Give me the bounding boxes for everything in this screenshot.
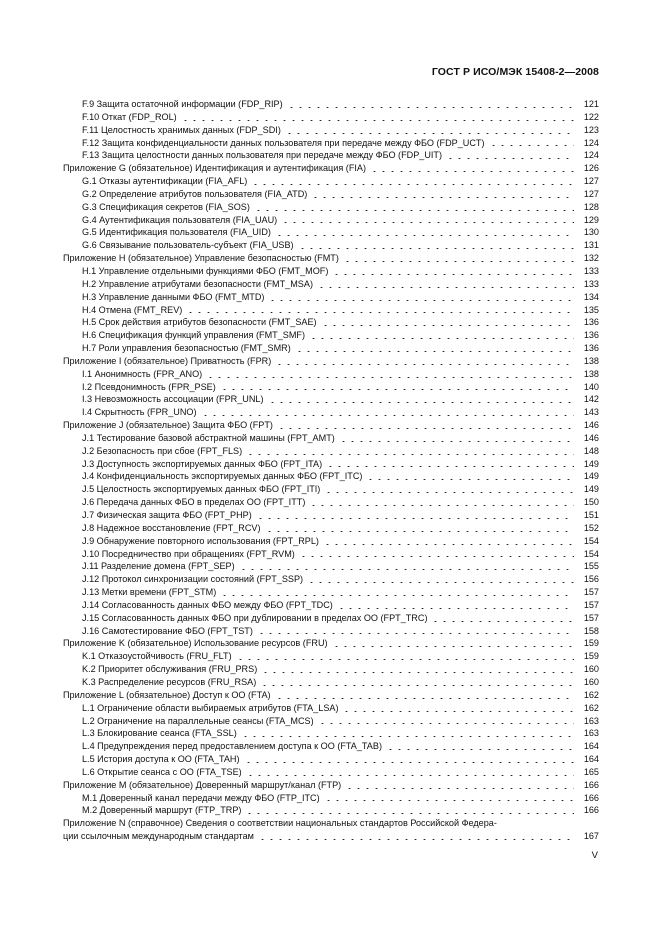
dot-leader bbox=[326, 466, 574, 467]
toc-entry-page: 149 bbox=[583, 471, 599, 482]
toc-entry-page: 164 bbox=[583, 741, 599, 752]
dot-leader bbox=[295, 351, 574, 352]
toc-entry-page: 157 bbox=[583, 599, 599, 610]
toc-entry[interactable] bbox=[63, 201, 599, 214]
dot-leader bbox=[332, 646, 574, 647]
toc-entry-title: J.14 Согласованность данных ФБО между ФБО (FPT_TDC) bbox=[82, 599, 333, 610]
toc-entry[interactable] bbox=[63, 715, 599, 728]
dot-leader bbox=[181, 120, 574, 121]
toc-entry-title: M.1 Доверенный канал передачи между ФБО (FTP_ITC) bbox=[82, 792, 320, 803]
toc-appendix-entry[interactable] bbox=[63, 252, 599, 265]
dot-leader bbox=[324, 492, 574, 493]
toc-entry-page: 133 bbox=[583, 265, 599, 276]
toc-entry-title: J.7 Физическая защита ФБО (FPT_PHP) bbox=[82, 510, 252, 520]
toc-entry[interactable] bbox=[63, 560, 599, 573]
dot-leader bbox=[254, 210, 574, 211]
toc-entry[interactable] bbox=[63, 792, 599, 805]
dot-leader bbox=[241, 736, 574, 737]
dot-leader bbox=[268, 402, 574, 403]
toc-entry-title: K.1 Отказоустойчивость (FRU_FLT) bbox=[82, 651, 232, 662]
dot-leader bbox=[239, 569, 574, 570]
toc-entry-title: L.6 Открытие сеанса с ОО (FTA_TSE) bbox=[82, 766, 242, 777]
toc-entry-page: 146 bbox=[583, 432, 599, 443]
toc-entry-page: 146 bbox=[583, 420, 599, 431]
dot-leader bbox=[281, 222, 574, 223]
toc-entry-title: J.13 Метки времени (FPT_STM) bbox=[82, 587, 217, 598]
toc-entry-title: L.1 Ограничение области выбираемых атрибутов (FTA_LSA) bbox=[82, 702, 339, 713]
toc-entry-title: J.4 Конфиденциальность экспортируемых данных ФБО (FPT_ITC) bbox=[82, 471, 363, 482]
dot-leader bbox=[307, 582, 574, 583]
toc-entry[interactable] bbox=[63, 522, 599, 535]
toc-entry-page: 122 bbox=[583, 111, 599, 122]
toc-entry-title: J.11 Разделение домена (FPT_SEP) bbox=[82, 561, 235, 572]
toc-entry-page: 159 bbox=[583, 638, 599, 649]
table-of-contents bbox=[63, 98, 599, 843]
dot-leader bbox=[446, 158, 574, 159]
toc-entry[interactable] bbox=[63, 214, 599, 227]
toc-entry-page: 160 bbox=[583, 676, 599, 687]
dot-leader bbox=[318, 723, 574, 724]
toc-entry-page: 154 bbox=[583, 548, 599, 559]
toc-entry-title: L.4 Предупреждения перед предоставлением доступа к ОО (FTA_TAB) bbox=[82, 741, 382, 752]
toc-entry-page: 166 bbox=[583, 779, 599, 790]
dot-leader bbox=[201, 415, 574, 416]
dot-leader bbox=[366, 479, 574, 480]
toc-entry-page: 133 bbox=[583, 278, 599, 289]
toc-entry-page: 136 bbox=[583, 317, 599, 328]
toc-entry[interactable] bbox=[63, 483, 599, 496]
toc-entry-title: H.2 Управление атрибутами безопасности (FMT_MSA) bbox=[82, 278, 313, 289]
toc-entry[interactable] bbox=[63, 98, 599, 111]
toc-entry[interactable] bbox=[63, 496, 599, 509]
toc-entry-title: Приложение N (справочное) Сведения о соответствии национальных стандартов Российской Федера- bbox=[63, 818, 497, 829]
toc-appendix-entry[interactable] bbox=[63, 162, 599, 175]
dot-leader bbox=[489, 145, 574, 146]
toc-entry-title: H.5 Срок действия атрибутов безопасности (FMT_SAE) bbox=[82, 317, 317, 328]
toc-entry[interactable] bbox=[63, 650, 599, 663]
dot-leader bbox=[317, 287, 574, 288]
toc-entry-page: 154 bbox=[583, 535, 599, 546]
toc-entry-page: 166 bbox=[583, 805, 599, 816]
toc-entry-title: L.5 История доступа к ОО (FTA_TAH) bbox=[82, 754, 240, 765]
dot-leader bbox=[244, 762, 575, 763]
toc-entry-title: J.16 Самотестирование ФБО (FPT_TST) bbox=[82, 625, 253, 636]
toc-entry-title: I.1 Анонимность (FPR_ANO) bbox=[82, 368, 203, 379]
dot-leader bbox=[285, 133, 574, 134]
toc-entry-page: 163 bbox=[583, 715, 599, 726]
toc-entry[interactable] bbox=[63, 226, 599, 239]
toc-entry-page: 136 bbox=[583, 343, 599, 354]
toc-entry[interactable] bbox=[63, 766, 599, 779]
toc-entry-page: 157 bbox=[583, 587, 599, 598]
toc-entry[interactable] bbox=[63, 599, 599, 612]
toc-entry-page: 130 bbox=[583, 227, 599, 238]
toc-entry-title: F.13 Защита целостности данных пользователя при передаче между ФБО (FDP_UIT) bbox=[82, 150, 443, 161]
toc-appendix-entry[interactable] bbox=[63, 817, 599, 843]
dot-leader bbox=[220, 595, 574, 596]
toc-appendix-entry[interactable] bbox=[63, 419, 599, 432]
toc-entry[interactable] bbox=[63, 458, 599, 471]
dot-leader bbox=[323, 544, 574, 545]
toc-appendix-entry[interactable] bbox=[63, 355, 599, 368]
toc-entry-title: Приложение I (обязательное) Приватность (FPR) bbox=[63, 355, 272, 366]
toc-entry-title: I.3 Невозможность ассоциации (FPR_UNL) bbox=[82, 394, 264, 405]
toc-entry-page: 142 bbox=[583, 394, 599, 405]
toc-entry[interactable] bbox=[63, 124, 599, 137]
dot-leader bbox=[246, 454, 574, 455]
toc-entry-page: 140 bbox=[583, 381, 599, 392]
dot-leader bbox=[275, 235, 574, 236]
toc-entry-title: G.6 Связывание пользователь-субъект (FIA_USB) bbox=[82, 240, 294, 251]
toc-entry-title: F.9 Защита остаточной информации (FDP_RIP) bbox=[82, 99, 283, 109]
toc-entry-page: 135 bbox=[583, 304, 599, 315]
toc-entry-title: Приложение J (обязательное) Защита ФБО (FPT) bbox=[63, 420, 273, 431]
toc-entry-page: 124 bbox=[583, 137, 599, 148]
toc-entry-title: K.2 Приоритет обслуживания (FRU_PRS) bbox=[82, 664, 258, 675]
toc-entry-title: F.11 Целостность хранимых данных (FDP_SDI) bbox=[82, 124, 281, 135]
toc-entry-title-continued: ции ссылочным международным стандартам bbox=[63, 831, 254, 842]
dot-leader bbox=[324, 800, 574, 801]
toc-entry[interactable] bbox=[63, 612, 599, 625]
dot-leader bbox=[431, 621, 574, 622]
toc-entry[interactable] bbox=[63, 548, 599, 561]
toc-entry[interactable] bbox=[63, 804, 599, 817]
toc-entry-page: 132 bbox=[583, 253, 599, 264]
toc-entry-title: Приложение K (обязательное) Использование ресурсов (FRU) bbox=[63, 638, 328, 649]
dot-leader bbox=[268, 300, 574, 301]
toc-entry-title: J.3 Доступность экспортируемых данных ФБО (FPT_ITA) bbox=[82, 458, 323, 469]
document-header: ГОСТ Р ИСО/МЭК 15408-2—2008 bbox=[431, 66, 599, 78]
dot-leader bbox=[277, 428, 574, 429]
toc-entry[interactable] bbox=[63, 445, 599, 458]
toc-entry-title: L.3 Блокирование сеанса (FTA_SSL) bbox=[82, 728, 237, 739]
toc-entry-title: Приложение G (обязательное) Идентификация и аутентификация (FIA) bbox=[63, 163, 367, 174]
toc-entry-page: 162 bbox=[583, 702, 599, 713]
dot-leader bbox=[251, 184, 574, 185]
toc-entry[interactable] bbox=[63, 406, 599, 419]
dot-leader bbox=[332, 274, 574, 275]
toc-entry-title: I.4 Скрытность (FPR_UNO) bbox=[82, 407, 197, 418]
toc-entry-page: 167 bbox=[583, 831, 599, 842]
toc-entry-title: Приложение L (обязательное) Доступ к ОО (FTA) bbox=[63, 689, 271, 700]
toc-entry-title: G.5 Идентификация пользователя (FIA_UID) bbox=[82, 227, 271, 238]
toc-entry-page: 123 bbox=[583, 124, 599, 135]
page-number: V bbox=[591, 850, 598, 861]
toc-entry[interactable] bbox=[63, 149, 599, 162]
toc-entry[interactable] bbox=[63, 137, 599, 150]
toc-entry-title: G.3 Спецификация секретов (FIA_SOS) bbox=[82, 201, 250, 212]
toc-entry[interactable] bbox=[63, 239, 599, 252]
dot-leader bbox=[311, 197, 574, 198]
toc-entry[interactable] bbox=[63, 291, 599, 304]
toc-entry-title: J.6 Передача данных ФБО в пределах ОО (FPT_ITT) bbox=[82, 497, 306, 508]
toc-entry[interactable] bbox=[63, 432, 599, 445]
dot-leader bbox=[345, 788, 574, 789]
toc-entry-page: 157 bbox=[583, 612, 599, 623]
toc-entry[interactable] bbox=[63, 304, 599, 317]
toc-entry-title: J.12 Протокол синхронизации состояний (FPT_SSP) bbox=[82, 574, 304, 585]
toc-entry-page: 124 bbox=[583, 150, 599, 161]
toc-entry[interactable] bbox=[63, 509, 599, 522]
dot-leader bbox=[299, 556, 574, 557]
toc-entry[interactable] bbox=[63, 175, 599, 188]
dot-leader bbox=[257, 633, 574, 634]
toc-entry-page: 152 bbox=[583, 522, 599, 533]
dot-leader bbox=[342, 711, 574, 712]
toc-entry-page: 155 bbox=[583, 561, 599, 572]
toc-entry-title: G.2 Определение атрибутов пользователя (FIA_ATD) bbox=[82, 188, 308, 199]
dot-leader bbox=[321, 325, 574, 326]
toc-entry-page: 129 bbox=[583, 214, 599, 225]
toc-entry-page: 164 bbox=[583, 754, 599, 765]
toc-entry-title: F.12 Защита конфиденциальности данных пользователя при передаче между ФБО (FDP_UCT) bbox=[82, 137, 485, 148]
toc-entry-page: 150 bbox=[583, 497, 599, 508]
toc-entry-title: J.8 Надежное восстановление (FPT_RCV) bbox=[82, 522, 261, 533]
toc-entry[interactable] bbox=[63, 316, 599, 329]
toc-entry-page: 148 bbox=[583, 445, 599, 456]
toc-entry-title: K.3 Распределение ресурсов (FRU_RSA) bbox=[82, 676, 257, 687]
toc-entry-page: 134 bbox=[583, 291, 599, 302]
toc-entry-title: H.7 Роли управления безопасностью (FMT_SMR) bbox=[82, 343, 291, 354]
dot-leader bbox=[206, 377, 574, 378]
toc-entry[interactable] bbox=[63, 265, 599, 278]
dot-leader bbox=[261, 672, 574, 673]
toc-entry-title: J.1 Тестирование базовой абстрактной машины (FPT_AMT) bbox=[82, 432, 335, 443]
dot-leader bbox=[220, 389, 574, 390]
toc-entry[interactable] bbox=[63, 342, 599, 355]
toc-entry-title: H.3 Управление данными ФБО (FMT_MTD) bbox=[82, 291, 265, 302]
toc-entry-page: 158 bbox=[583, 625, 599, 636]
dot-leader bbox=[246, 775, 574, 776]
toc-entry-page: 131 bbox=[583, 240, 599, 251]
dot-leader bbox=[309, 505, 574, 506]
toc-entry-title: I.2 Псевдонимность (FPR_PSE) bbox=[82, 381, 216, 392]
toc-entry-page: 138 bbox=[583, 368, 599, 379]
toc-entry[interactable] bbox=[63, 573, 599, 586]
dot-leader bbox=[337, 608, 574, 609]
toc-entry-page: 166 bbox=[583, 792, 599, 803]
dot-leader bbox=[265, 531, 574, 532]
toc-entry[interactable] bbox=[63, 586, 599, 599]
dot-leader bbox=[245, 813, 574, 814]
toc-entry[interactable] bbox=[63, 188, 599, 201]
toc-entry-page: 163 bbox=[583, 728, 599, 739]
dot-leader bbox=[236, 659, 574, 660]
toc-entry-title: G.4 Аутентификация пользователя (FIA_UAU) bbox=[82, 214, 278, 225]
toc-entry-page: 127 bbox=[583, 176, 599, 187]
toc-entry-title: J.15 Согласованность данных ФБО при дублировании в пределах ОО (FPT_TRC) bbox=[82, 612, 428, 623]
toc-entry-title: J.9 Обнаружение повторного использования (FPT_RPL) bbox=[82, 535, 319, 546]
dot-leader bbox=[275, 364, 574, 365]
dot-leader bbox=[186, 312, 574, 313]
toc-entry[interactable] bbox=[63, 381, 599, 394]
toc-entry-title: J.10 Посредничество при обращениях (FPT_RVM) bbox=[82, 548, 295, 559]
toc-entry[interactable] bbox=[63, 111, 599, 124]
toc-appendix-entry[interactable] bbox=[63, 689, 599, 702]
toc-entry[interactable] bbox=[63, 663, 599, 676]
toc-entry[interactable] bbox=[63, 535, 599, 548]
dot-leader bbox=[386, 749, 574, 750]
dot-leader bbox=[343, 261, 574, 262]
toc-entry[interactable] bbox=[63, 740, 599, 753]
dot-leader bbox=[260, 685, 574, 686]
toc-entry[interactable] bbox=[63, 278, 599, 291]
toc-entry-page: 136 bbox=[583, 330, 599, 341]
dot-leader bbox=[339, 441, 574, 442]
dot-leader bbox=[287, 107, 574, 108]
toc-entry[interactable] bbox=[63, 470, 599, 483]
toc-entry-title: Приложение M (обязательное) Доверенный маршрут/канал (FTP) bbox=[63, 779, 342, 790]
toc-entry-page: 143 bbox=[583, 407, 599, 418]
dot-leader bbox=[370, 171, 574, 172]
toc-entry-page: 156 bbox=[583, 574, 599, 585]
toc-entry-title: J.5 Целостность экспортируемых данных ФБО (FPT_ITI) bbox=[82, 484, 321, 495]
toc-entry-page: 162 bbox=[583, 689, 599, 700]
toc-entry[interactable] bbox=[63, 727, 599, 740]
dot-leader bbox=[298, 248, 574, 249]
toc-entry[interactable] bbox=[63, 393, 599, 406]
toc-entry-title: F.10 Откат (FDP_ROL) bbox=[82, 111, 177, 122]
toc-entry-title: J.2 Безопасность при сбое (FPT_FLS) bbox=[82, 445, 243, 456]
toc-entry-title: Приложение H (обязательное) Управление безопасностью (FMT) bbox=[63, 253, 339, 264]
toc-entry[interactable] bbox=[63, 676, 599, 689]
toc-entry-page: 151 bbox=[583, 510, 599, 520]
toc-entry-page: 149 bbox=[583, 484, 599, 495]
toc-entry-page: 149 bbox=[583, 458, 599, 469]
toc-entry-title: L.2 Ограничение на параллельные сеансы (FTA_MCS) bbox=[82, 715, 314, 726]
toc-entry-page: 127 bbox=[583, 188, 599, 199]
toc-entry-page: 160 bbox=[583, 664, 599, 675]
toc-entry-title: M.2 Доверенный маршрут (FTP_TRP) bbox=[82, 805, 242, 816]
toc-entry[interactable] bbox=[63, 753, 599, 766]
toc-entry-page: 165 bbox=[583, 766, 599, 777]
toc-entry-page: 159 bbox=[583, 651, 599, 662]
toc-entry[interactable] bbox=[63, 702, 599, 715]
toc-entry-title: H.4 Отмена (FMT_REV) bbox=[82, 304, 183, 315]
dot-leader bbox=[275, 698, 574, 699]
toc-entry-title: G.1 Отказы аутентификации (FIA_AFL) bbox=[82, 176, 248, 187]
toc-appendix-entry[interactable] bbox=[63, 637, 599, 650]
dot-leader bbox=[309, 338, 574, 339]
toc-appendix-entry[interactable] bbox=[63, 779, 599, 792]
toc-entry-page: 126 bbox=[583, 163, 599, 174]
toc-entry-page: 121 bbox=[583, 99, 599, 109]
toc-entry[interactable] bbox=[63, 625, 599, 638]
toc-entry[interactable] bbox=[63, 329, 599, 342]
dot-leader bbox=[256, 518, 574, 519]
toc-entry-title: H.1 Управление отдельными функциями ФБО (FMT_MOF) bbox=[82, 265, 329, 276]
toc-entry-page: 128 bbox=[583, 201, 599, 212]
toc-entry-page: 138 bbox=[583, 355, 599, 366]
toc-entry[interactable] bbox=[63, 368, 599, 381]
toc-entry-title: H.6 Спецификация функций управления (FMT_SMF) bbox=[82, 330, 305, 341]
dot-leader bbox=[258, 839, 574, 840]
